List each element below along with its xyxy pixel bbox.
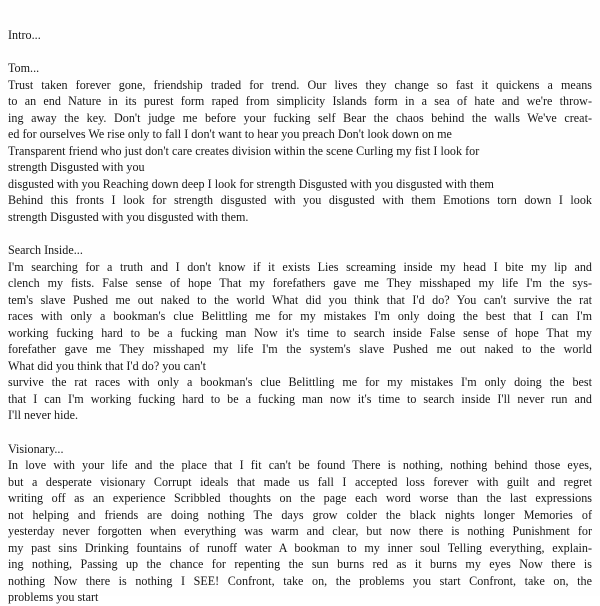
lyric-line: strength Disgusted with you disgusted with them.: [8, 209, 249, 224]
section-spacer: [8, 226, 592, 243]
lyrics-document: [8, 27, 592, 606]
lyric-line: working fucking hard to be a fucking man Now it's time to search inside False sense of hope That my: [8, 325, 592, 340]
lyric-line: clench my fists. False sense of hope That my forefathers gave me They misshaped my life I'm the sys-: [8, 276, 592, 291]
lyric-line: survive the rat races with only a bookman's clue Belittling me for my mistakes I'm only doing the best: [8, 375, 592, 390]
section-heading: Visionary...: [8, 441, 64, 456]
section-heading: Tom...: [8, 61, 40, 76]
section-intro: [8, 27, 592, 44]
lyric-line: ing away the key. Don't judge me before your fucking self Bear the chaos behind the walls We've creat-: [8, 110, 592, 125]
lyric-line: that I can I'm working fucking hard to be a fucking man now it's time to search inside I'll never run and: [8, 391, 592, 406]
lyric-line: disgusted with you Reaching down deep I look for strength Disgusted with you disgusted with them: [8, 176, 494, 191]
lyric-line: ing nothing, Passing up the chance for repenting the sun burns red as it burns my eyes Now there is: [8, 557, 592, 572]
section-tom: [8, 60, 592, 225]
lyric-line: tem's slave Pushed me out naked to the world What did you think that I'd do? You can't survive the rat: [8, 292, 592, 307]
lyric-line: Trust taken forever gone, friendship traded for trend. Our lives they change so fast it quickens a means: [8, 77, 592, 92]
lyric-line: What did you think that I'd do? you can't: [8, 358, 206, 373]
lyric-line: to an end Nature in its purest form raped from simplicity Islands form in a sea of hate and we're throw-: [8, 94, 592, 109]
section-heading: Search Inside...: [8, 243, 83, 258]
lyric-line: not helping and friends are doing nothing The days grow colder the black nights longer Memories of: [8, 507, 592, 522]
lyric-line: nothing Now there is nothing I SEE! Confront, take on, the problems you start Confront, take on, the: [8, 573, 592, 588]
lyric-line: writing off as an experience Scribbled thoughts on the page each word worse than the last expressions: [8, 491, 592, 506]
lyric-line: problems you start: [8, 590, 99, 605]
lyric-line: strength Disgusted with you: [8, 160, 145, 175]
section-search-inside: [8, 242, 592, 424]
lyric-line: Behind this fronts I look for strength disgusted with you disgusted with them Emotions torn down I look: [8, 193, 592, 208]
lyric-line: Transparent friend who just don't care creates division within the scene Curling my fist I look for: [8, 143, 480, 158]
lyric-line: but a desperate visionary Corrupt ideals that made us fall I accepted loss forever with guilt and regret: [8, 474, 592, 489]
section-spacer: [8, 424, 592, 441]
lyric-line: ed for ourselves We rise only to fall I don't want to hear you preach Don't look down on me: [8, 127, 452, 142]
section-heading: Intro...: [8, 28, 41, 42]
lyric-line: I'll never hide.: [8, 408, 78, 423]
lyric-line: yesterday never forgotten when everything was warm and clear, but now there is nothing Punishment for: [8, 524, 592, 539]
lyric-line: In love with your life and the place that I fit can't be found There is nothing, nothing behind those eyes,: [8, 458, 592, 473]
section-visionary: [8, 441, 592, 606]
section-spacer: [8, 44, 592, 61]
lyric-line: races with only a bookman's clue Belittling me for my mistakes I'm only doing the best that I can I'm: [8, 309, 592, 324]
lyric-line: forefather gave me They misshaped my life I'm the system's slave Pushed me out naked to the world: [8, 342, 592, 357]
lyric-line: my past sins Drinking fountains of runoff water A bookman to my inner soul Telling everything, explain-: [8, 540, 592, 555]
lyric-line: I'm searching for a truth and I don't know if it exists Lies screaming inside my head I bite my lip and: [8, 259, 592, 274]
